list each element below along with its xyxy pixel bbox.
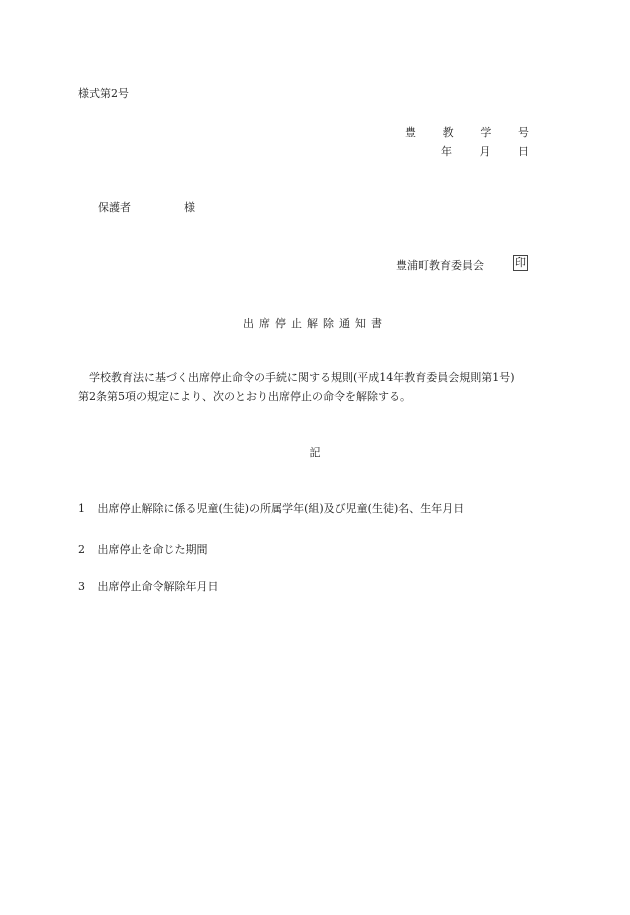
item-number: 2 [78,543,85,556]
document-number [405,124,529,140]
ki-heading: 記 [309,446,321,459]
item-number: 3 [78,580,85,593]
date-day-label: 日 [518,145,529,158]
sender-name: 豊浦町教育委員会 [396,259,484,272]
addressee-honorific: 様 [184,201,195,214]
form-number: 様式第2号 [78,87,129,100]
document-number-part: 豊 [405,126,416,139]
list-item [78,578,219,594]
date-month-label: 月 [479,145,491,158]
document-number-part: 学 [480,126,492,139]
issue-date [441,143,529,159]
seal-mark: 印 [515,256,526,269]
list-item [78,500,464,516]
body-line: 学校教育法に基づく出席停止命令の手続に関する規則(平成14年教育委員会規則第1号) [89,371,515,384]
item-text: 出席停止命令解除年月日 [97,580,219,593]
document-number-part: 教 [442,126,454,139]
list-item [78,541,208,557]
item-text: 出席停止を命じた期間 [97,543,208,556]
addressee-label: 保護者 [98,201,131,214]
body-line: 第2条第5項の規定により、次のとおり出席停止の命令を解除する。 [78,390,411,403]
date-year-label: 年 [441,145,452,158]
item-number: 1 [78,502,85,515]
document-number-part: 号 [517,126,529,139]
item-text: 出席停止解除に係る児童(生徒)の所属学年(組)及び児童(生徒)名、生年月日 [97,502,465,515]
body-paragraph [78,368,553,406]
document-title: 出席停止解除通知書 [243,317,387,330]
